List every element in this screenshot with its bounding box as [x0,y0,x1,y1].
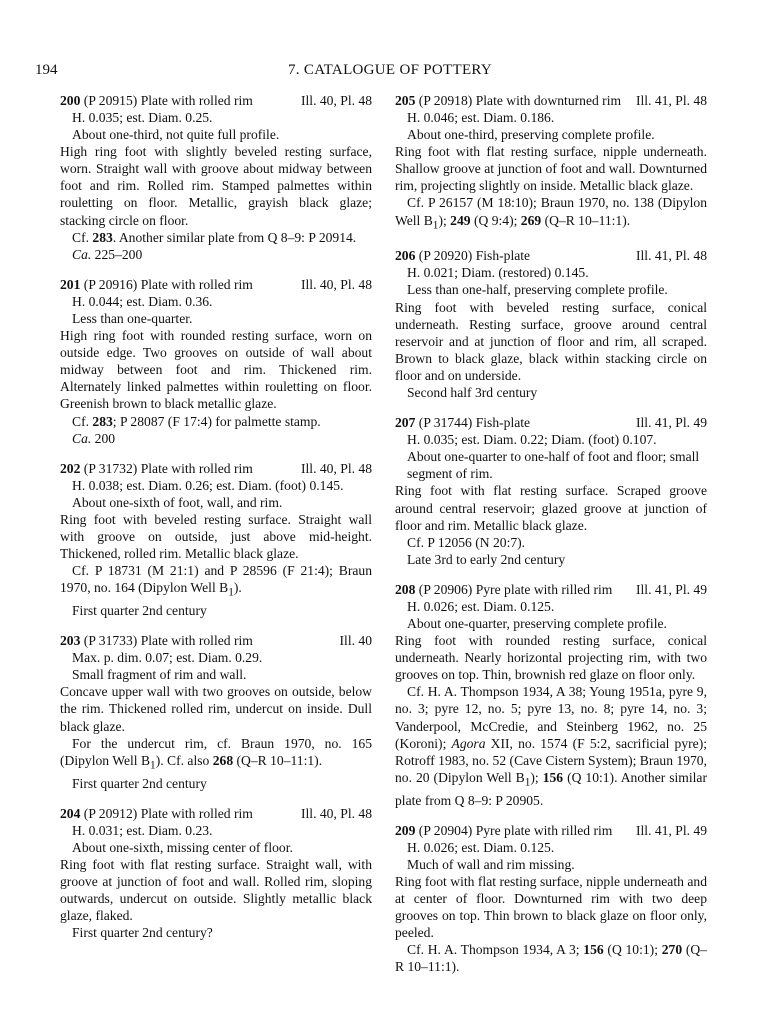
catalogue-entry-209 [395,822,707,976]
inventory-number: (P 31732) [83,460,138,476]
description: Ring foot with flat resting surface, nipple underneath. Shallow groove at junction of foot and wall. Downturned rim, projecting slightly on inside. Metallic black glaze. [395,144,707,194]
illustration-ref: Ill. 41, Pl. 49 [636,822,707,838]
entry-number: 204 [60,805,81,821]
catalogue-entry-201 [60,276,372,447]
inventory-number: (P 20906) [418,581,473,597]
entry-number: 209 [395,822,416,838]
dimensions: H. 0.038; est. Diam. 0.26; est. Diam. (foot) 0.145. [72,477,344,493]
inventory-number: (P 20916) [83,276,138,292]
entry-number: 206 [395,248,416,264]
entry-title: Plate with rolled rim [140,93,253,108]
entry-title: Fish-plate [475,248,531,264]
entry-number: 205 [395,93,416,108]
inventory-number: (P 31744) [418,415,473,431]
entry-heading [395,92,707,109]
illustration-ref: Ill. 41, Pl. 49 [636,415,707,431]
chapter-title: 7. CATALOGUE OF POTTERY [288,62,493,78]
preservation: Much of wall and rim missing. [407,856,575,872]
description: Ring foot with flat resting surface, nipple underneath and at center of floor. Downturned rim with two deep grooves on top. Thin brown to black glaze on floor only, peeled. [395,873,707,941]
description: Concave upper wall with two grooves on outside, below the rim. Thickened rolled rim, undercut on inside. Dull black glaze. [60,684,372,734]
illustration-ref: Ill. 41, Pl. 48 [636,248,707,264]
dimensions: H. 0.026; est. Diam. 0.125. [407,839,555,855]
date: Second half 3rd century [407,385,538,401]
catalogue-entry-200 [60,92,372,263]
inventory-number: (P 20904) [418,822,473,838]
dimensions: H. 0.044; est. Diam. 0.36. [72,293,213,309]
entry-heading [395,581,707,598]
comparanda: Cf. 283; P 28087 (F 17:4) for palmette stamp. [72,413,321,429]
entry-heading [60,92,372,109]
description: High ring foot with rounded resting surface, worn on outside edge. Two grooves on outside of wall about midway between foot and rim. Thickened rim. Alternately linked palmettes within rouletting on floor. Greenish brown to black metallic glaze. [60,328,372,412]
entry-heading [395,414,707,431]
comparanda: For the undercut rim, cf. Braun 1970, no. 165 (Dipylon Well $B_1$). Cf. also 268 (Q–R 10–11:1). [60,735,372,772]
illustration-ref: Ill. 41, Pl. 49 [636,581,707,597]
catalogue-entry-204 [60,805,372,942]
entry-heading [60,632,372,649]
illustration-ref: Ill. 40, Pl. 48 [301,460,372,476]
preservation: About one-third, not quite full profile. [72,127,280,143]
catalogue-entry-206 [395,247,707,401]
entry-number: 201 [60,276,81,292]
description: Ring foot with beveled resting surface. Straight wall with groove on outside, just above mid-height. Thickened, rolled rim. Metallic black glaze. [60,511,372,562]
dimensions: H. 0.035; est. Diam. 0.22; Diam. (foot) 0.107. [407,432,657,448]
comparanda: Cf. P 18731 (M 21:1) and P 28596 (F 21:4); Braun 1970, no. 164 (Dipylon Well $B_1$). [60,563,372,599]
illustration-ref: Ill. 40 [339,633,372,649]
entry-title: Plate with rolled rim [140,460,253,476]
dimensions: H. 0.046; est. Diam. 0.186. [407,110,555,125]
inventory-number: (P 20912) [83,805,138,821]
catalogue-entry-208 [395,581,707,809]
comparanda: Cf. 283. Another similar plate from Q 8–9: P 20914. [72,229,357,245]
description: Ring foot with flat resting surface. Straight wall, with groove at junction of foot and wall. Rolled rim, sloping outwards, undercut on outside. Slightly metallic black glaze, flaked. [60,856,372,924]
dimensions: Max. p. dim. 0.07; est. Diam. 0.29. [72,650,263,666]
entry-title: Plate with rolled rim [140,633,253,649]
entry-heading [395,247,707,264]
illustration-ref: Ill. 41, Pl. 48 [636,93,707,108]
dimensions: H. 0.021; Diam. (restored) 0.145. [407,265,589,281]
entry-number: 208 [395,581,416,597]
preservation: Small fragment of rim and wall. [72,667,247,683]
date: Late 3rd to early 2nd century [407,551,566,567]
preservation: Less than one-quarter. [72,310,193,326]
comparanda: Cf. P 12056 (N 20:7). [407,534,526,550]
entry-number: 203 [60,633,81,649]
entry-heading [395,822,707,839]
description: Ring foot with beveled resting surface, conical underneath. Resting surface, groove around central reservoir and at junction of floor and rim, all scraped. Brown to black glaze, black within stacking circle on floor and on underside. [395,299,707,383]
comparanda: Cf. H. A. Thompson 1934, A 38; Young 1951a, pyre 9, no. 3; pyre 12, no. 5; pyre 13, no. 8; pyre 14, no. 3; Vanderpool, McCredie, and Steinberg 1962, no. 25 (Koroni); Agora XII, no. 1574 (F 5:2, sacrificial pyre); Rotroff 1983, no. 52 (Cave Cistern System); Braun 1970, no. 20 (Dipylon Well $B_1$); 156 (Q 10:1). Another similar plate from Q 8–9: P 20905. [395,684,707,808]
left-column [60,92,372,954]
comparanda: Cf. P 26157 (M 18:10); Braun 1970, no. 138 (Dipylon Well $B_1$); 249 (Q 9:4); 269 (Q–R 10–11:1). [395,195,707,232]
entry-number: 202 [60,460,81,476]
catalogue-entry-205 [395,92,707,234]
dimensions: H. 0.026; est. Diam. 0.125. [407,598,555,614]
preservation: Less than one-half, preserving complete profile. [407,282,668,298]
preservation: About one-sixth, missing center of floor. [72,839,293,855]
illustration-ref: Ill. 40, Pl. 48 [301,805,372,821]
entry-title: Pyre plate with rilled rim [475,822,613,838]
entry-heading [60,805,372,822]
date: First quarter 2nd century [72,775,207,791]
entry-title: Pyre plate with rilled rim [475,581,613,597]
preservation: About one-quarter to one-half of foot and floor; small segment of rim. [407,449,700,482]
entry-title: Fish-plate [475,415,531,431]
date: First quarter 2nd century? [72,925,213,941]
preservation: About one-quarter, preserving complete profile. [407,615,667,631]
description: High ring foot with slightly beveled resting surface, worn. Straight wall with groove about midway between foot and rim. Rolled rim. Stamped palmettes within rouletting on floor. Metallic, grayish black glaze; stacking circle on floor. [60,144,372,228]
entry-heading [60,276,372,293]
inventory-number: (P 20920) [418,248,473,264]
description: Ring foot with flat resting surface. Scraped groove around central reservoir; glazed groove at junction of floor and rim. Metallic black glaze. [395,483,707,533]
preservation: About one-sixth of foot, wall, and rim. [72,494,283,510]
inventory-number: (P 20918) [418,93,473,108]
date: First quarter 2nd century [72,603,207,619]
illustration-ref: Ill. 40, Pl. 48 [301,93,372,108]
entry-title: Plate with downturned rim [475,93,622,108]
inventory-number: (P 31733) [83,633,138,649]
catalogue-entry-207 [395,414,707,568]
entry-heading [60,460,372,477]
description: Ring foot with rounded resting surface, conical underneath. Nearly horizontal projecting rim, with two grooves on top. Thin, brownish red glaze on floor only. [395,633,707,683]
illustration-ref: Ill. 40, Pl. 48 [301,276,372,292]
dimensions: H. 0.035; est. Diam. 0.25. [72,110,213,125]
right-column [395,92,707,988]
entry-title: Plate with rolled rim [140,276,253,292]
page-number: 194 [35,62,58,78]
comparanda: Cf. H. A. Thompson 1934, A 3; 156 (Q 10:1); 270 (Q–R 10–11:1). [395,942,708,975]
date: Ca. 225–200 [72,246,143,262]
inventory-number: (P 20915) [83,93,138,108]
catalogue-entry-202 [60,460,372,619]
date: Ca. 200 [72,430,116,446]
entry-number: 200 [60,93,81,108]
catalogue-entry-203 [60,632,372,791]
entry-number: 207 [395,415,416,431]
preservation: About one-third, preserving complete profile. [407,127,655,143]
dimensions: H. 0.031; est. Diam. 0.23. [72,822,213,838]
entry-title: Plate with rolled rim [140,805,253,821]
